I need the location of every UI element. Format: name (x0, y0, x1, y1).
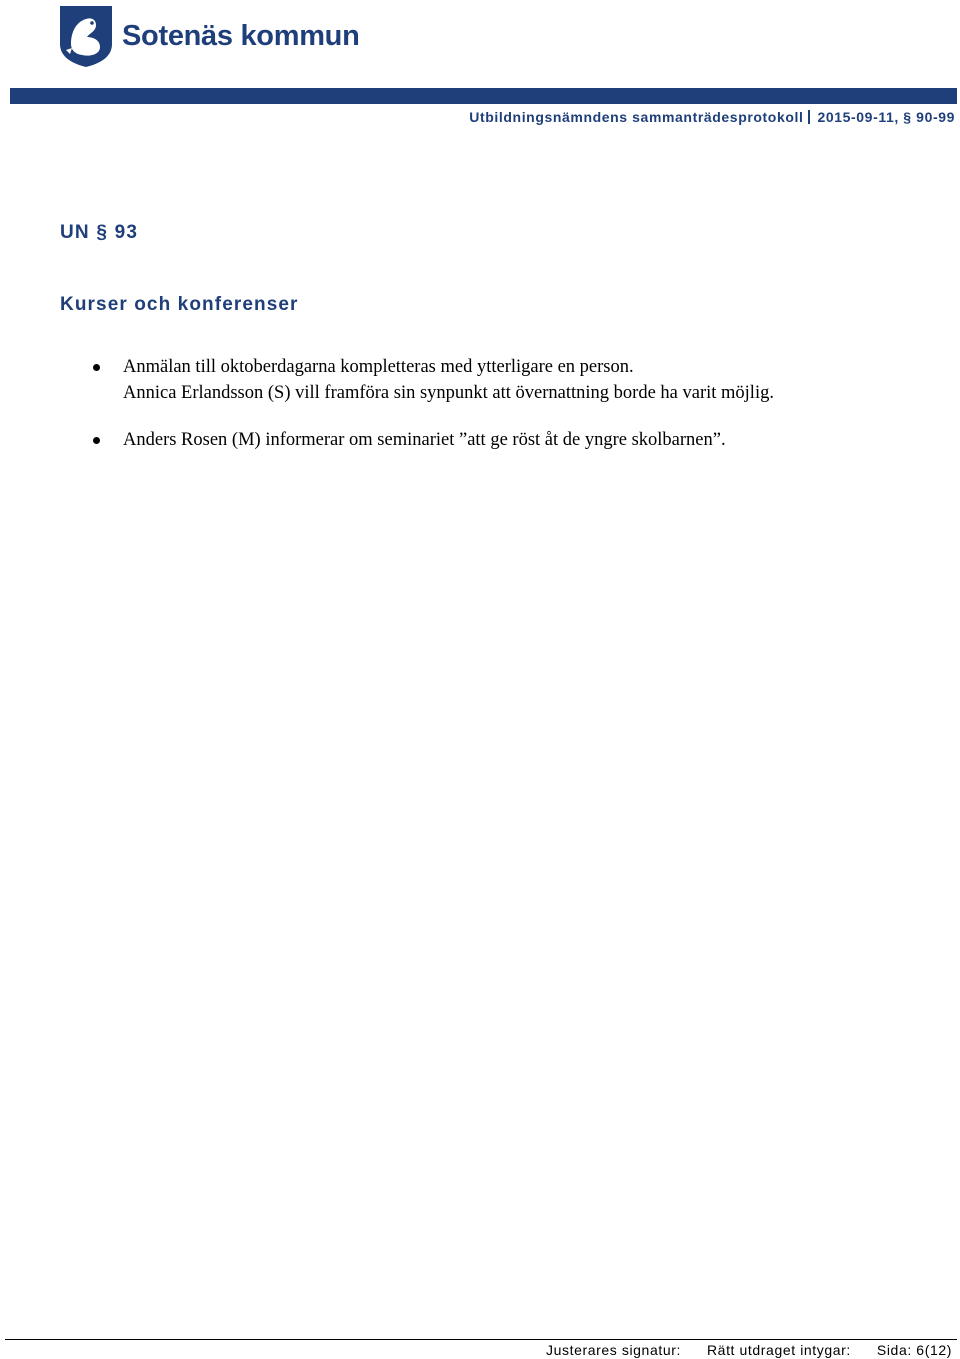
section-id: UN § 93 (60, 222, 139, 243)
org-logo (58, 4, 360, 68)
header-bar (10, 88, 957, 104)
footer (520, 1342, 952, 1358)
section-title: Kurser och konferenser (60, 294, 299, 315)
page-number: Sida: 6(12) (876, 1342, 952, 1358)
list-item (0, 427, 960, 453)
org-name: Sotenäs kommun (122, 19, 360, 52)
list-item-text: Annica Erlandsson (S) vill framföra sin synpunkt att övernattning borde ha varit möjlig. (123, 383, 774, 403)
header-divider (808, 110, 810, 124)
protocol-title: Utbildningsnämndens sammanträdesprotokoll (469, 109, 804, 125)
bullet-icon (93, 364, 100, 371)
signature-label: Justerares signatur: (546, 1342, 681, 1358)
protocol-header (469, 109, 955, 125)
footer-rule (5, 1339, 957, 1340)
certified-label: Rätt utdraget intygar: (706, 1342, 851, 1358)
seal-icon (58, 4, 114, 68)
protocol-meta: 2015-09-11, § 90-99 (817, 109, 955, 125)
bullet-list (0, 354, 960, 474)
bullet-icon (93, 437, 100, 444)
list-item-text: Anders Rosen (M) informerar om seminariet ”att ge röst åt de yngre skolbarnen”. (123, 430, 726, 450)
list-item-text: Anmälan till oktoberdagarna kompletteras med ytterligare en person. (123, 357, 634, 377)
list-item (0, 354, 960, 406)
